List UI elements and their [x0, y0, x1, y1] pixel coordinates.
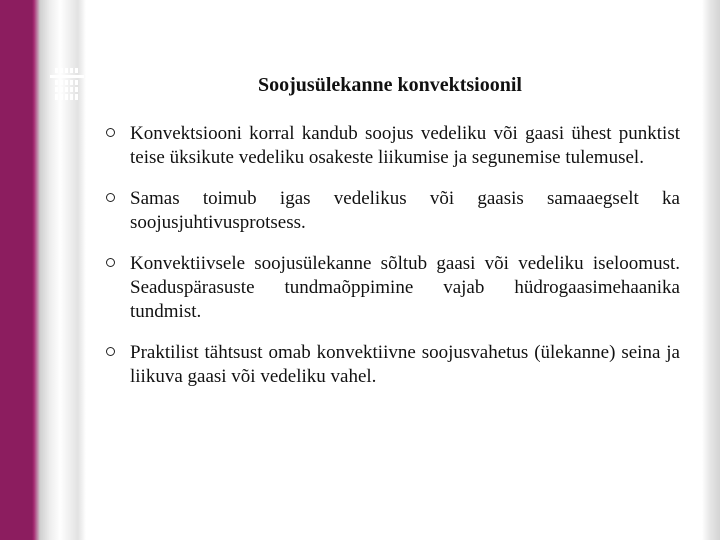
- circle-bullet-icon: [106, 128, 115, 137]
- bullet-item: [104, 122, 680, 170]
- bullet-text: Konvektiivsele soojusülekanne sõltub gaasi või vedeliku iseloomust. Seaduspärasuste tundmaõppimine vajab hüdrogaasimehaanika tundmist.: [130, 253, 680, 322]
- bullet-text: Samas toimub igas vedelikus või gaasis samaaegselt ka soojusjuhtivusprotsess.: [130, 188, 680, 233]
- bullet-item: [104, 187, 680, 235]
- circle-bullet-icon: [106, 258, 115, 267]
- bullet-item: [104, 252, 680, 324]
- circle-bullet-icon: [106, 347, 115, 356]
- slide-title: Soojusülekanne konvektsioonil: [258, 74, 522, 96]
- right-decorative-band: [702, 0, 720, 540]
- circle-bullet-icon: [106, 193, 115, 202]
- bullet-list: [104, 122, 680, 406]
- bullet-text: Konvektsiooni korral kandub soojus vedeliku või gaasi ühest punktist teise üksikute vedeliku osakeste liikumise ja segunemise tulemusel.: [130, 123, 680, 168]
- bullet-item: [104, 341, 680, 389]
- grid-logo-icon: [50, 68, 84, 102]
- bullet-text: Praktilist tähtsust omab konvektiivne soojusvahetus (ülekanne) seina ja liikuva gaasi või vedeliku vahel.: [130, 342, 680, 387]
